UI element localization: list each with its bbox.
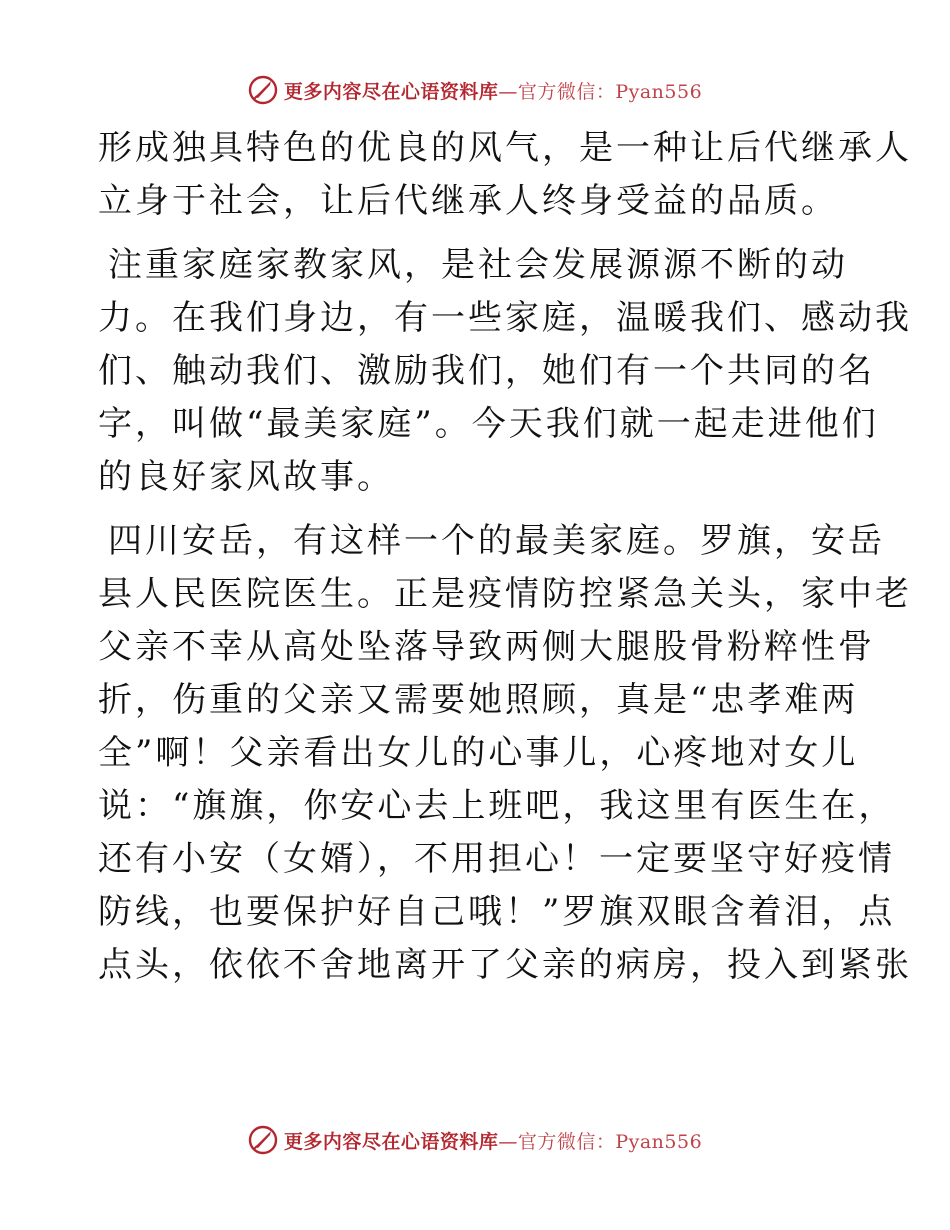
text-line: 县人民医院医生。正是疫情防控紧急关头，家中老	[98, 574, 912, 614]
header-banner	[0, 70, 950, 110]
quill-circle-logo-icon	[248, 1125, 278, 1155]
text-line: 们、触动我们、激励我们，她们有一个共同的名	[98, 351, 875, 391]
text-line: 防线，也要保护好自己哦！”罗旗双眼含着泪，点	[98, 892, 896, 932]
footer-wechat-text: 官方微信：Pyan556	[517, 1130, 703, 1153]
footer-separator: —	[498, 1130, 518, 1153]
header-separator: —	[498, 80, 518, 103]
text-line: 还有小安（女婿），不用担心！一定要坚守好疫情	[98, 839, 895, 879]
text-line: 字，叫做“最美家庭”。今天我们就一起走进他们	[98, 404, 879, 444]
text-line: 全”啊！父亲看出女儿的心事儿，心疼地对女儿	[98, 733, 859, 773]
header-site-text: 更多内容尽在心语资料库	[283, 80, 499, 103]
footer-banner-text	[284, 1127, 702, 1154]
quill-circle-logo-icon	[248, 75, 278, 105]
text-line: 力。在我们身边，有一些家庭，温暖我们、感动我	[98, 298, 912, 338]
text-line: 点头，依依不舍地离开了父亲的病房，投入到紧张	[98, 945, 912, 985]
footer-site-text: 更多内容尽在心语资料库	[283, 1130, 499, 1153]
header-banner-text	[284, 77, 702, 104]
header-wechat-text: 官方微信：Pyan556	[517, 80, 703, 103]
text-line: 立身于社会，让后代继承人终身受益的品质。	[98, 181, 838, 221]
footer-banner	[0, 1120, 950, 1160]
text-line: 注重家庭家教家风，是社会发展源源不断的动	[108, 245, 848, 285]
text-line: 的良好家风故事。	[98, 457, 394, 497]
document-body	[98, 122, 912, 992]
text-line: 说：“旗旗，你安心去上班吧，我这里有医生在，	[98, 786, 896, 826]
text-line: 形成独具特色的优良的风气，是一种让后代继承人	[98, 128, 912, 168]
paragraph-1	[98, 122, 912, 228]
paragraph-3	[98, 515, 912, 992]
paragraph-2	[98, 239, 912, 504]
text-line: 四川安岳，有这样一个的最美家庭。罗旗，安岳	[108, 521, 885, 561]
text-line: 折，伤重的父亲又需要她照顾，真是“忠孝难两	[98, 680, 859, 720]
text-line: 父亲不幸从高处坠落导致两侧大腿股骨粉粹性骨	[98, 627, 875, 667]
